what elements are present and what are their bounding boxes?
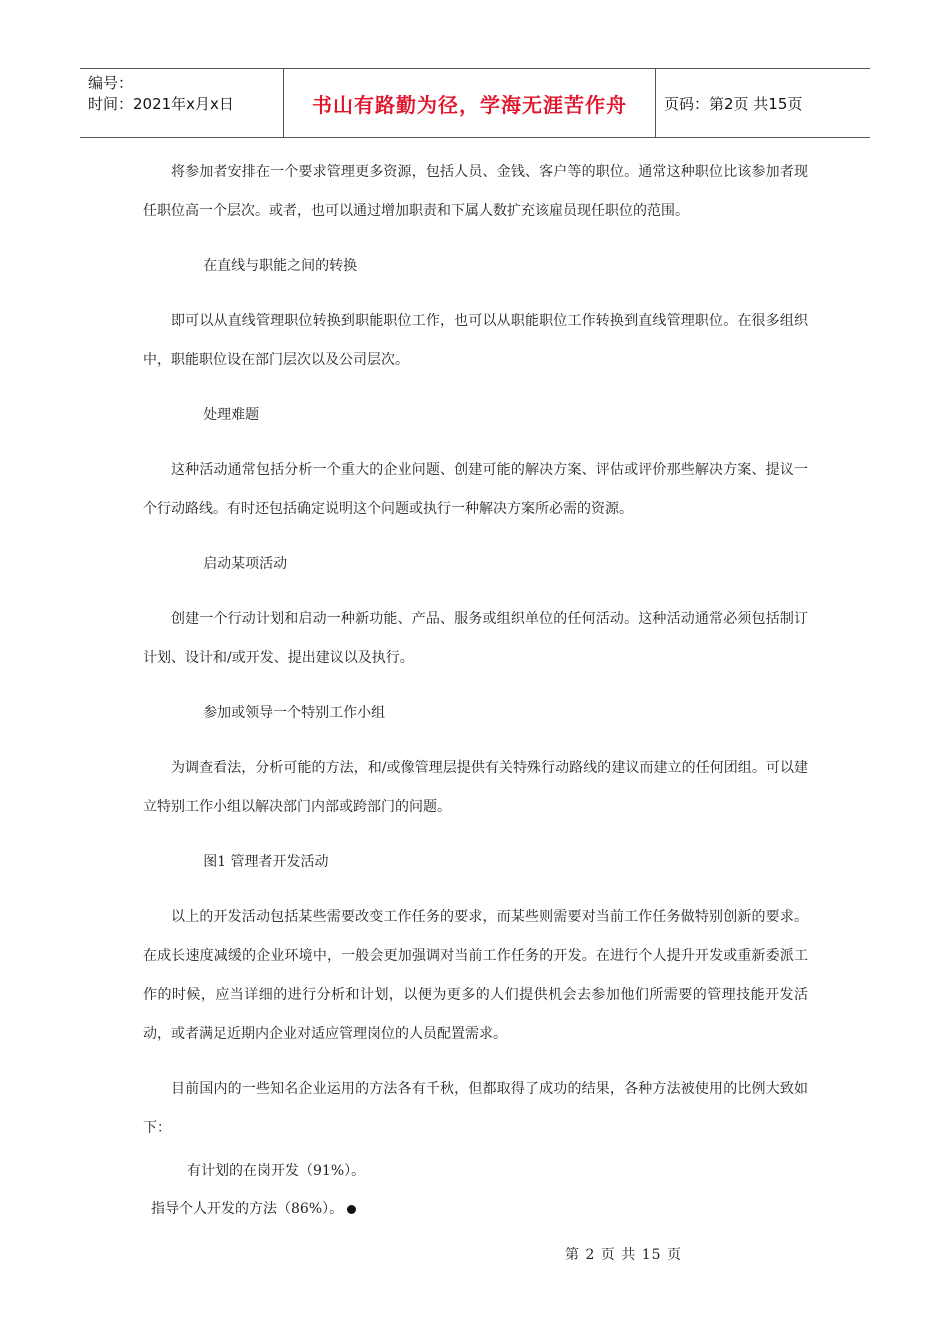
paragraph: 创建一个行动计划和启动一种新功能、产品、服务或组织单位的任何活动。这种活动通常必须包括制订计划、设计和/或开发、提出建议以及执行。 [143, 611, 808, 666]
paragraph: 即可以从直线管理职位转换到职能职位工作，也可以从职能职位工作转换到直线管理职位。在很多组织中，职能职位设在部门层次以及公司层次。 [143, 313, 808, 368]
section-heading: 处理难题 [203, 407, 260, 423]
list-item-text: 指导个人开发的方法（86%）。 [151, 1201, 344, 1217]
paragraph: 这种活动通常包括分析一个重大的企业问题、创建可能的解决方案、评估或评价那些解决方案、提议一个行动路线。有时还包括确定说明这个问题或执行一种解决方案所必需的资源。 [143, 462, 808, 517]
list-item-text: 有计划的在岗开发（91%）。 [187, 1163, 366, 1179]
paragraph: 目前国内的一些知名企业运用的方法各有千秋，但都取得了成功的结果，各种方法被使用的比例大致如下： [143, 1081, 808, 1136]
page-footer: 第 2 页 共 15 页 [565, 1247, 682, 1263]
section-heading: 参加或领导一个特别工作小组 [203, 705, 386, 721]
list-item [187, 1156, 365, 1186]
section-heading: 启动某项活动 [203, 556, 288, 572]
motto-text: 书山有路勤为径，学海无涯苦作舟 [312, 92, 627, 117]
section-heading: 在直线与职能之间的转换 [203, 258, 358, 274]
paragraph: 为调查看法，分析可能的方法，和/或像管理层提供有关特殊行动路线的建议而建立的任何团组。可以建立特别工作小组以解决部门内部或跨部门的问题。 [143, 760, 808, 815]
time-label: 时间：2021年x月x日 [88, 95, 234, 113]
figure-caption: 图1 管理者开发活动 [203, 854, 329, 870]
paragraph: 将参加者安排在一个要求管理更多资源，包括人员、金钱、客户等的职位。通常这种职位比该参加者现任职位高一个层次。或者，也可以通过增加职责和下属人数扩充该雇员现任职位的范围。 [143, 164, 808, 219]
paragraph: 以上的开发活动包括某些需要改变工作任务的要求，而某些则需要对当前工作任务做特别创新的要求。在成长速度减缓的企业环境中，一般会更加强调对当前工作任务的开发。在进行个人提升开发或重新委派工作的时候，应当详细的进行分析和计划，以便为更多的人们提供机会去参加他们所需要的管理技能开发活动，或者满足近期内企业对适应管理岗位的人员配置需求。 [143, 909, 808, 1042]
list-item [151, 1194, 356, 1224]
header-motto-cell [283, 69, 656, 137]
page-info-text: 页码：第2页 共15页 [664, 94, 803, 113]
bullet-icon [347, 1205, 356, 1214]
header-page-info [656, 69, 870, 137]
number-label: 编号： [88, 74, 134, 92]
document-body [143, 153, 808, 1148]
header-meta [80, 69, 283, 137]
page-header [80, 68, 870, 138]
